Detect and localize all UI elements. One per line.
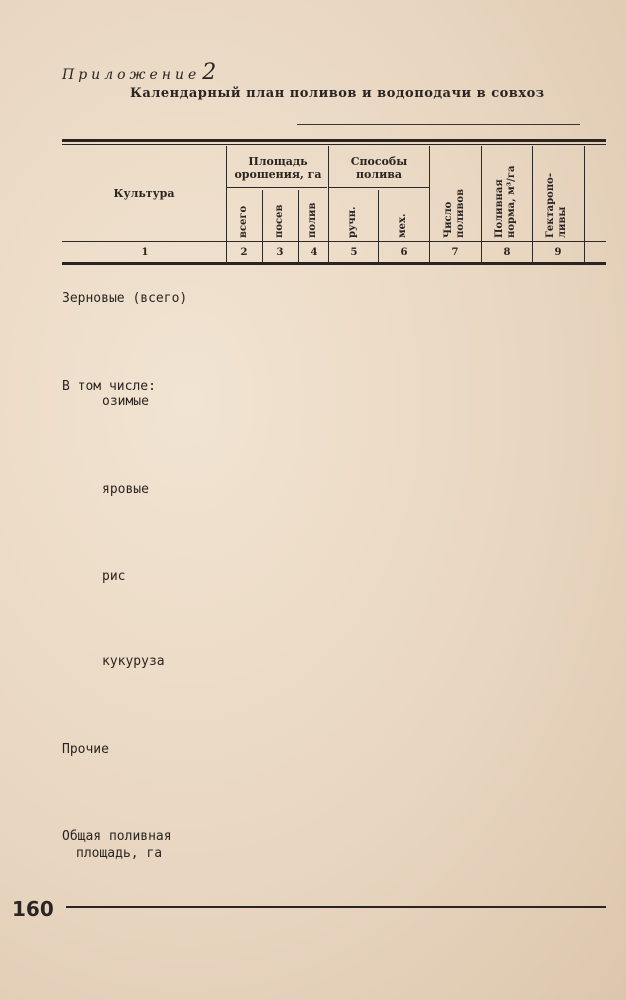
page-number: 160 [12,897,54,921]
row-corn: кукуруза [102,654,165,669]
column-number: 9 [554,247,562,258]
row-including: В том числе: [62,379,156,394]
row-rice: рис [102,569,126,584]
header-method-mech: мех. [397,213,408,238]
row-winter-crops: озимые [102,394,149,409]
row-spring-crops: яровые [102,482,149,497]
column-number: 8 [503,247,511,258]
header-method-manual: ручн. [347,206,358,238]
column-number: 6 [400,247,408,258]
appendix-label [62,60,216,85]
numbers-top-rule [62,241,606,242]
row-other: Прочие [62,742,109,757]
col-separator [378,190,379,263]
header-area: Площадь орошения, га [234,155,322,181]
column-number: 1 [141,247,149,258]
header-irrigation-count: Число поливов [443,188,466,238]
header-culture: Культура [113,187,175,200]
page-title: Календарный план поливов и водоподачи в совхоз [130,86,545,101]
header-area-sown: посев [274,204,285,238]
row-total-area-line1: Общая поливная [62,829,172,844]
appendix-word: Приложение [62,67,201,83]
row-total-area-line2: площадь, га [76,846,163,861]
column-number: 7 [451,247,459,258]
footer-rule [66,906,606,908]
col-separator [481,146,482,263]
appendix-number: 2 [202,60,217,85]
table-top-rule [62,139,606,142]
header-area-watered: полив [307,202,318,238]
header-area-total: всего [238,205,249,238]
header-methods: Способы полива [350,155,408,181]
column-number: 4 [310,247,318,258]
col-separator [532,146,533,263]
table-header-rule [62,144,606,145]
group-under-area [227,187,327,188]
group-under-methods [329,187,429,188]
row-grain-total: Зерновые (всего) [62,291,188,306]
table-bottom-rule [62,262,606,265]
fill-in-line [297,124,580,125]
column-number: 5 [350,247,358,258]
col-separator [262,190,263,263]
column-number: 2 [240,247,248,258]
col-separator [584,146,585,263]
header-hectare-irrigations: Гектаропо- ливы [545,173,568,238]
header-irrigation-norm: Поливная норма, м³/га [494,165,517,238]
column-number: 3 [276,247,284,258]
col-separator [429,146,430,263]
